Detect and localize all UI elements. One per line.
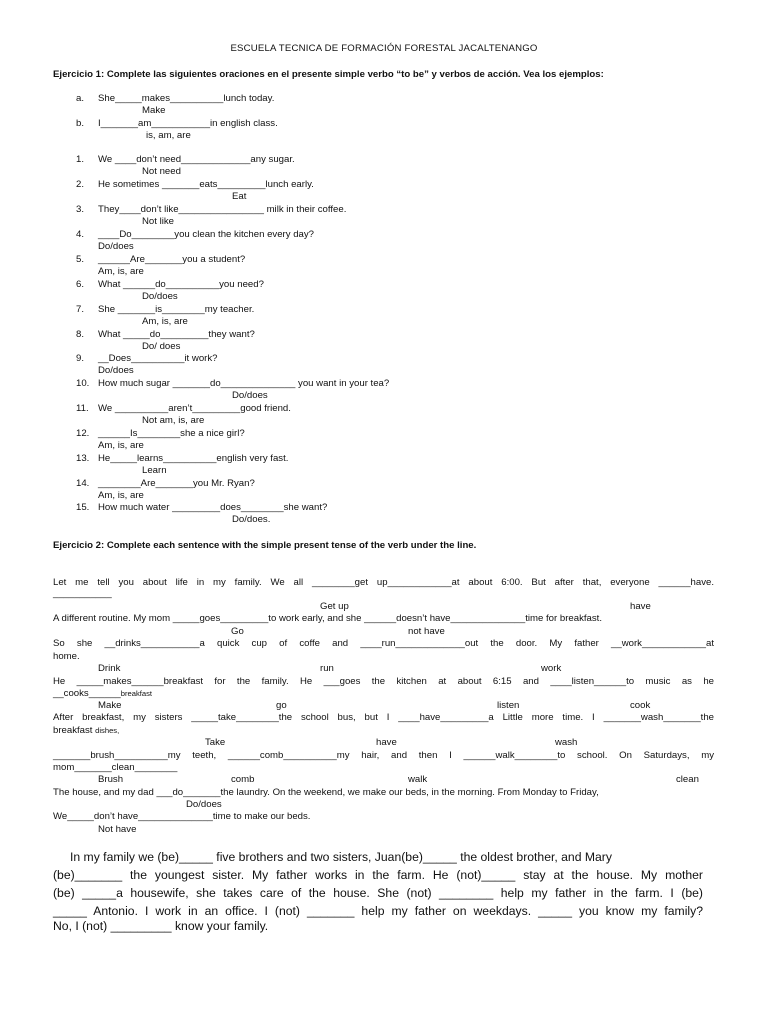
family-paragraph-line-4: _____ Antonio. I work in an office. I (not) _______ help my father on weekdays. _____ you know my family? [53,904,703,918]
family-paragraph-line-2: (be)_______ the youngest sister. My father works in the farm. He (not)_____ stay at the house. My mother [53,868,703,882]
hint-11: Not am, is, are [142,415,205,426]
family-paragraph-line-3: (be) _____a housewife, she takes care of the house. She (not) ________ help my father in the farm. I (be) [53,886,703,900]
family-paragraph-line-1: In my family we (be)_____ five brothers and two sisters, Juan(be)_____ the oldest brother, and Mary [70,850,612,864]
item-1: 1. We ____don’t need_____________any sugar. [76,154,295,165]
item-14: 14. ________Are_______you Mr. Ryan? [76,478,255,489]
family-paragraph-line-5: No, I (not) _________ know your family. [53,919,269,933]
hint-12: Am, is, are [98,440,144,451]
verb-brush: Brush [98,774,124,785]
hint-2: Eat [232,191,247,202]
verb-listen: listen [497,700,520,711]
hint-4: Do/does [98,241,134,252]
verb-make: Make [98,700,122,711]
story-line-3: So she __drinks___________a quick cup of coffe and ____run_____________out the door. My father __work____________at [53,638,714,649]
verb-get-up: Get up [320,601,349,612]
item-4: 4. ____Do________you clean the kitchen every day? [76,229,315,240]
story-line-4: home. [53,651,80,662]
hint-8: Do/ does [142,341,181,352]
item-8: 8. What _____do_________they want? [76,329,255,340]
item-6: 6. What ______do__________you need? [76,279,264,290]
item-11: 11. We __________aren’t_________good friend. [76,403,291,414]
verb-drink: Drink [98,663,121,674]
verb-take: Take [205,737,226,748]
hint-10: Do/does [232,390,268,401]
story-line-7: After breakfast, my sisters _____take________the school bus, but I ____have_________a Little more time. I _______wash_______the [53,712,714,723]
example-b: b. I_______am___________in english class. [76,118,278,129]
item-12: 12. ______Is________she a nice girl? [76,428,245,439]
hint-9: Do/does [98,365,134,376]
verb-work: work [541,663,562,674]
story-line-5: He _____makes______breakfast for the family. He ___goes the kitchen at about 6:15 and ____listen______to music as he [53,676,714,687]
hint-3: Not like [142,216,174,227]
verb-walk: walk [408,774,428,785]
verb-not-have-2: Not have [98,824,137,835]
verb-have: have [630,601,651,612]
verb-do-does: Do/does [186,799,222,810]
item-3: 3. They____don’t like________________ milk in their coffee. [76,204,347,215]
story-trailing-blank: ___________ [53,588,112,599]
item-13: 13. He_____learns__________english very fast. [76,453,289,464]
story-line-8: breakfast dishes, [53,725,120,736]
word-breakfast-small: breakfast [120,689,152,698]
item-15: 15. How much water _________does________she want? [76,502,328,513]
story-line-9: _______brush__________my teeth, ______comb__________my hair, and then I ______walk________to school. On Saturdays, my [53,750,714,761]
item-2: 2. He sometimes _______eats_________lunch early. [76,179,314,190]
hint-example-a: Make [142,105,166,116]
story-line-6: __cooks______breakfast [53,688,152,699]
exercise2-heading: Ejercicio 2: Complete each sentence with the simple present tense of the verb under the line. [53,540,477,551]
verb-not-have: not have [408,626,445,637]
hint-15: Do/does. [232,514,271,525]
item-9: 9. __Does__________it work? [76,353,218,364]
story-line-11: The house, and my dad ___do_______the laundry. On the weekend, we make our beds, in the morning. From Monday to Friday, [53,787,599,798]
hint-6: Do/does [142,291,178,302]
hint-13: Learn [142,465,167,476]
story-line-10: mom_______clean________ [53,762,178,773]
verb-comb: comb [231,774,255,785]
exercise1-heading: Ejercicio 1: Complete las siguientes oraciones en el presente simple verbo “to be” y verbos de acción. Vea los ejemplos: [53,69,604,80]
school-title: ESCUELA TECNICA DE FORMACIÓN FORESTAL JACALTENANGO [230,43,538,54]
hint-5: Am, is, are [98,266,144,277]
verb-clean: clean [676,774,699,785]
item-7: 7. She _______is________my teacher. [76,304,255,315]
item-5: 5. ______Are_______you a student? [76,254,246,265]
item-10: 10. How much sugar _______do______________ you want in your tea? [76,378,390,389]
story-line-12: We_____don’t have______________time to make our beds. [53,811,311,822]
verb-have-2: have [376,737,397,748]
verb-run: run [320,663,334,674]
example-a: a. She_____makes__________lunch today. [76,93,275,104]
story-line-2: A different routine. My mom _____goes_________to work early, and she ______doesn’t have______________time for breakfast. [53,613,602,624]
story-line-1: Let me tell you about life in my family. We all ________get up____________at about 6:00. But after that, everyone ______have. [53,577,714,588]
hint-1: Not need [142,166,181,177]
verb-go-2: go [276,700,287,711]
hint-example-b: is, am, are [146,130,191,141]
verb-go: Go [231,626,244,637]
verb-wash: wash [555,737,578,748]
verb-cook: cook [630,700,651,711]
hint-14: Am, is, are [98,490,144,501]
word-dishes-small: dishes, [95,726,120,735]
hint-7: Am, is, are [142,316,188,327]
